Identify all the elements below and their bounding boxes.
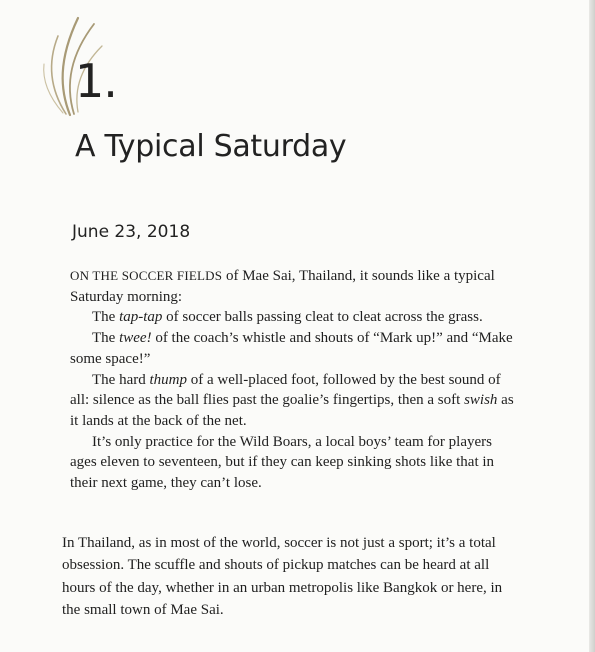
- paragraph-4: [70, 370, 518, 432]
- emphasis: swish: [464, 392, 498, 409]
- paragraph-text: of the coach’s whistle and shouts of “Mark up!” and “Make some space!”: [70, 330, 513, 367]
- emphasis: twee!: [119, 330, 152, 347]
- page-edge: [589, 0, 595, 652]
- paragraph-5: It’s only practice for the Wild Boars, a local boys’ team for players ages eleven to seventeen, but if they can keep sinking shots like that in their next game, they can’t lose.: [70, 433, 495, 492]
- paragraph-text: as it lands at the back of the net.: [70, 392, 514, 429]
- emphasis: tap-tap: [119, 309, 163, 326]
- paragraph-text: The: [92, 309, 120, 326]
- emphasis: thump: [149, 371, 187, 388]
- chapter-title: A Typical Saturday: [75, 129, 347, 164]
- paragraph-text: The hard: [92, 371, 150, 388]
- paragraph-text: of soccer balls passing cleat to cleat across the grass.: [162, 309, 483, 326]
- paragraph-2: [70, 307, 518, 328]
- paragraph-text: of a well-placed foot, followed by the best sound of all: silence as the ball flies past the goalie’s fingertips, then a soft: [70, 371, 501, 409]
- chapter-date: June 23, 2018: [72, 222, 191, 242]
- section-passage: [62, 532, 514, 621]
- paragraph-text: The: [92, 330, 120, 347]
- paragraph-1: [70, 266, 518, 307]
- lead-in-smallcaps: ON THE SOCCER FIELDS: [70, 268, 223, 283]
- paragraph-3: [70, 328, 518, 369]
- chapter-number: 1.: [75, 54, 117, 108]
- paragraph-text: of Mae Sai, Thailand, it sounds like a typical Saturday morning:: [70, 268, 495, 305]
- paragraph-6: In Thailand, as in most of the world, soccer is not just a sport; it’s a total obsession. The scuffle and shouts of pickup matches can be heard at all hours of the day, whether in an urban metropolis like Bangkok or here, in the small town of Mae Sai.: [62, 535, 503, 618]
- opening-passage: [70, 266, 518, 494]
